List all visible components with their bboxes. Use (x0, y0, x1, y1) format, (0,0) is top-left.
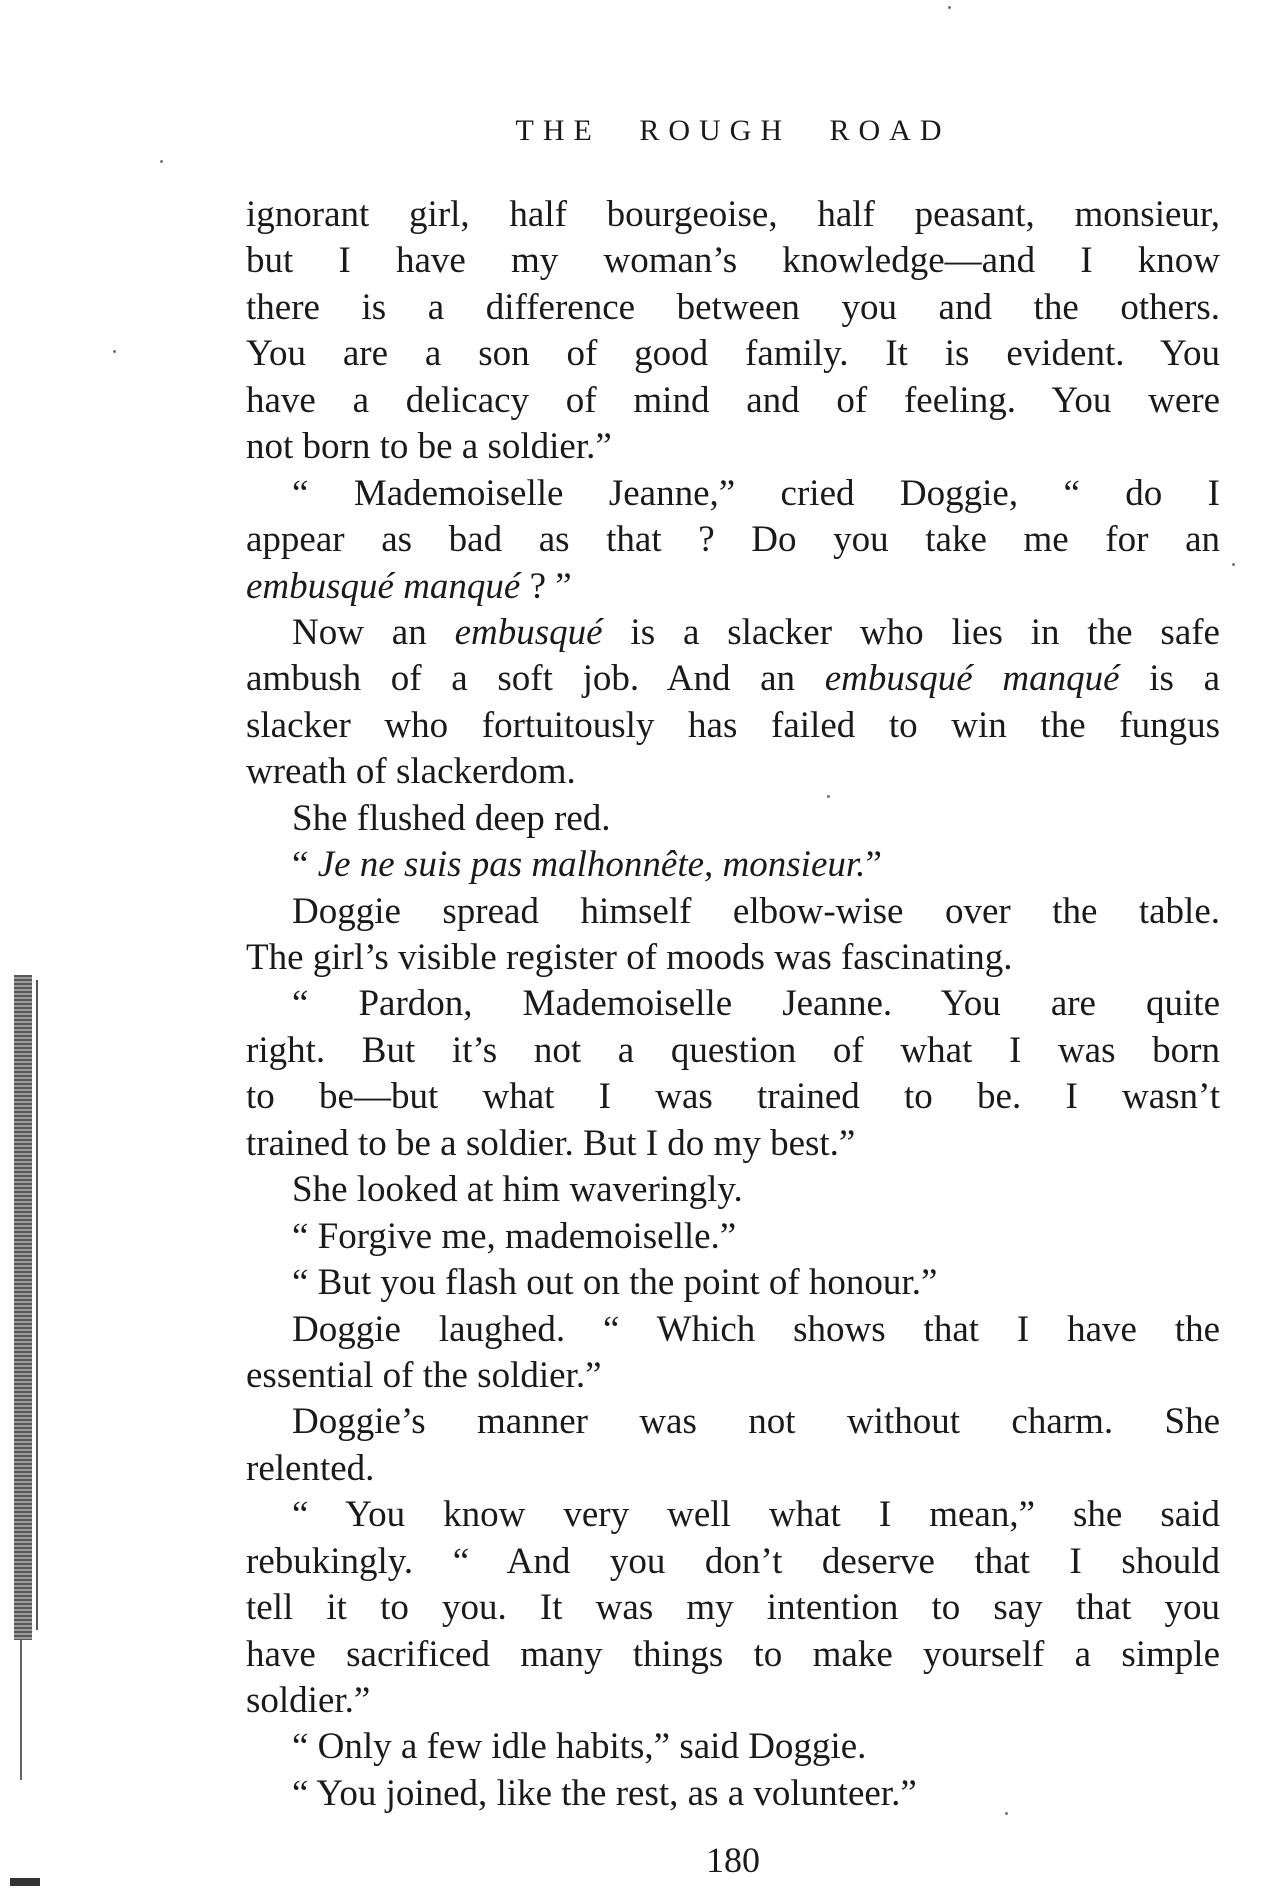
scan-binding-edge (36, 980, 38, 1630)
text-segment: have sacrificed many things to make yourself a simple (246, 1633, 1220, 1675)
scan-corner-mark (10, 1878, 40, 1886)
text-line (246, 1632, 1220, 1678)
text-segment: The girl’s visible register of moods was fascinating. (246, 937, 1013, 978)
text-segment: right. But it’s not a question of what I was born (246, 1029, 1220, 1071)
page-number: 180 (706, 1840, 760, 1880)
text-line (246, 1260, 1220, 1306)
text-segment: Doggie’s manner was not without charm. She (292, 1401, 1220, 1443)
text-segment: “ (292, 844, 318, 886)
text-line (246, 238, 1220, 284)
text-segment: Doggie laughed. “ Which shows that I have the (292, 1308, 1220, 1350)
text-line (246, 889, 1220, 935)
text-segment: “ Mademoiselle Jeanne,” cried Doggie, “ do I (292, 472, 1220, 514)
scan-speck (948, 6, 951, 9)
text-line (246, 564, 1220, 610)
body-text (246, 192, 1220, 1817)
text-line (246, 1167, 1220, 1213)
text-line (246, 981, 1220, 1027)
text-line (246, 471, 1220, 517)
text-segment: “ Forgive me, mademoiselle.” (292, 1215, 737, 1257)
text-segment: to be—but what I was trained to be. I wasn’t (246, 1076, 1220, 1118)
text-line (246, 1307, 1220, 1353)
italic-text: embusqué manqué (246, 565, 521, 607)
text-segment: but I have my woman’s knowledge—and I know (246, 240, 1220, 282)
text-segment: there is a difference between you and the others. (246, 286, 1220, 328)
text-segment: “ But you flash out on the point of honour.” (292, 1262, 938, 1304)
text-segment: ” (865, 844, 882, 886)
italic-text: Je ne suis pas malhonnête, monsieur. (317, 844, 866, 886)
text-line (246, 842, 1220, 888)
text-line (246, 285, 1220, 331)
text-line (246, 1585, 1220, 1631)
text-line (246, 610, 1220, 656)
text-segment: is a slacker who lies in the safe (602, 611, 1220, 653)
text-segment: wreath of slackerdom. (246, 751, 576, 793)
text-segment: Now an (292, 611, 455, 653)
text-segment: tell it to you. It was my intention to say that you (246, 1587, 1220, 1629)
text-line (246, 1724, 1220, 1770)
text-segment: not born to be a soldier.” (246, 426, 612, 468)
text-line (246, 517, 1220, 563)
text-segment: relented. (246, 1447, 375, 1489)
text-segment: “ Only a few idle habits,” said Doggie. (292, 1726, 867, 1768)
text-line (246, 703, 1220, 749)
text-line (246, 1121, 1220, 1167)
text-segment: ignorant girl, half bourgeoise, half peasant, monsieur, (246, 194, 1220, 235)
text-line (246, 1492, 1220, 1538)
text-line (246, 1353, 1220, 1399)
text-line (246, 796, 1220, 842)
text-segment: “ Pardon, Mademoiselle Jeanne. You are quite (292, 983, 1220, 1025)
text-segment: “ You joined, like the rest, as a volunteer.” (292, 1772, 917, 1814)
text-line (246, 1214, 1220, 1260)
text-line (246, 192, 1220, 238)
text-segment: appear as bad as that ? Do you take me for an (246, 519, 1220, 561)
text-segment: slacker who fortuitously has failed to win the fungus (246, 704, 1220, 746)
text-segment: rebukingly. “ And you don’t deserve that I should (246, 1540, 1220, 1582)
text-segment: You are a son of good family. It is evident. You (246, 333, 1220, 375)
text-segment: ambush of a soft job. And an (246, 658, 825, 700)
text-line (246, 1399, 1220, 1445)
scan-speck (160, 160, 163, 163)
text-line (246, 331, 1220, 377)
text-segment: She looked at him waveringly. (292, 1169, 743, 1211)
text-line (246, 1028, 1220, 1074)
italic-text: embusqué manqué (824, 658, 1120, 700)
scan-speck (113, 350, 116, 353)
scan-speck (827, 795, 830, 798)
text-segment: trained to be a soldier. But I do my best.” (246, 1122, 856, 1164)
text-segment: have a delicacy of mind and of feeling. You were (246, 379, 1220, 421)
text-segment: ? ” (520, 565, 572, 607)
text-line (246, 749, 1220, 795)
text-line (246, 1074, 1220, 1120)
scan-binding-tail (20, 1640, 22, 1780)
scan-speck (1232, 563, 1235, 566)
running-head: THE ROUGH ROAD (515, 114, 951, 147)
text-segment: She flushed deep red. (292, 797, 611, 839)
text-segment: is a (1119, 658, 1220, 700)
text-line (246, 378, 1220, 424)
text-segment: essential of the soldier.” (246, 1354, 602, 1396)
text-segment: “ You know very well what I mean,” she said (292, 1494, 1220, 1536)
text-line (246, 1678, 1220, 1724)
text-line (246, 1446, 1220, 1492)
scan-binding-shadow (14, 975, 32, 1640)
italic-text: embusqué (454, 611, 603, 653)
text-segment: Doggie spread himself elbow-wise over the table. (292, 890, 1220, 932)
text-line (246, 935, 1220, 981)
text-line (246, 424, 1220, 470)
scan-speck (1005, 1812, 1008, 1815)
text-line (246, 656, 1220, 702)
text-line (246, 1539, 1220, 1585)
text-segment: soldier.” (246, 1680, 371, 1721)
text-line (246, 1771, 1220, 1817)
